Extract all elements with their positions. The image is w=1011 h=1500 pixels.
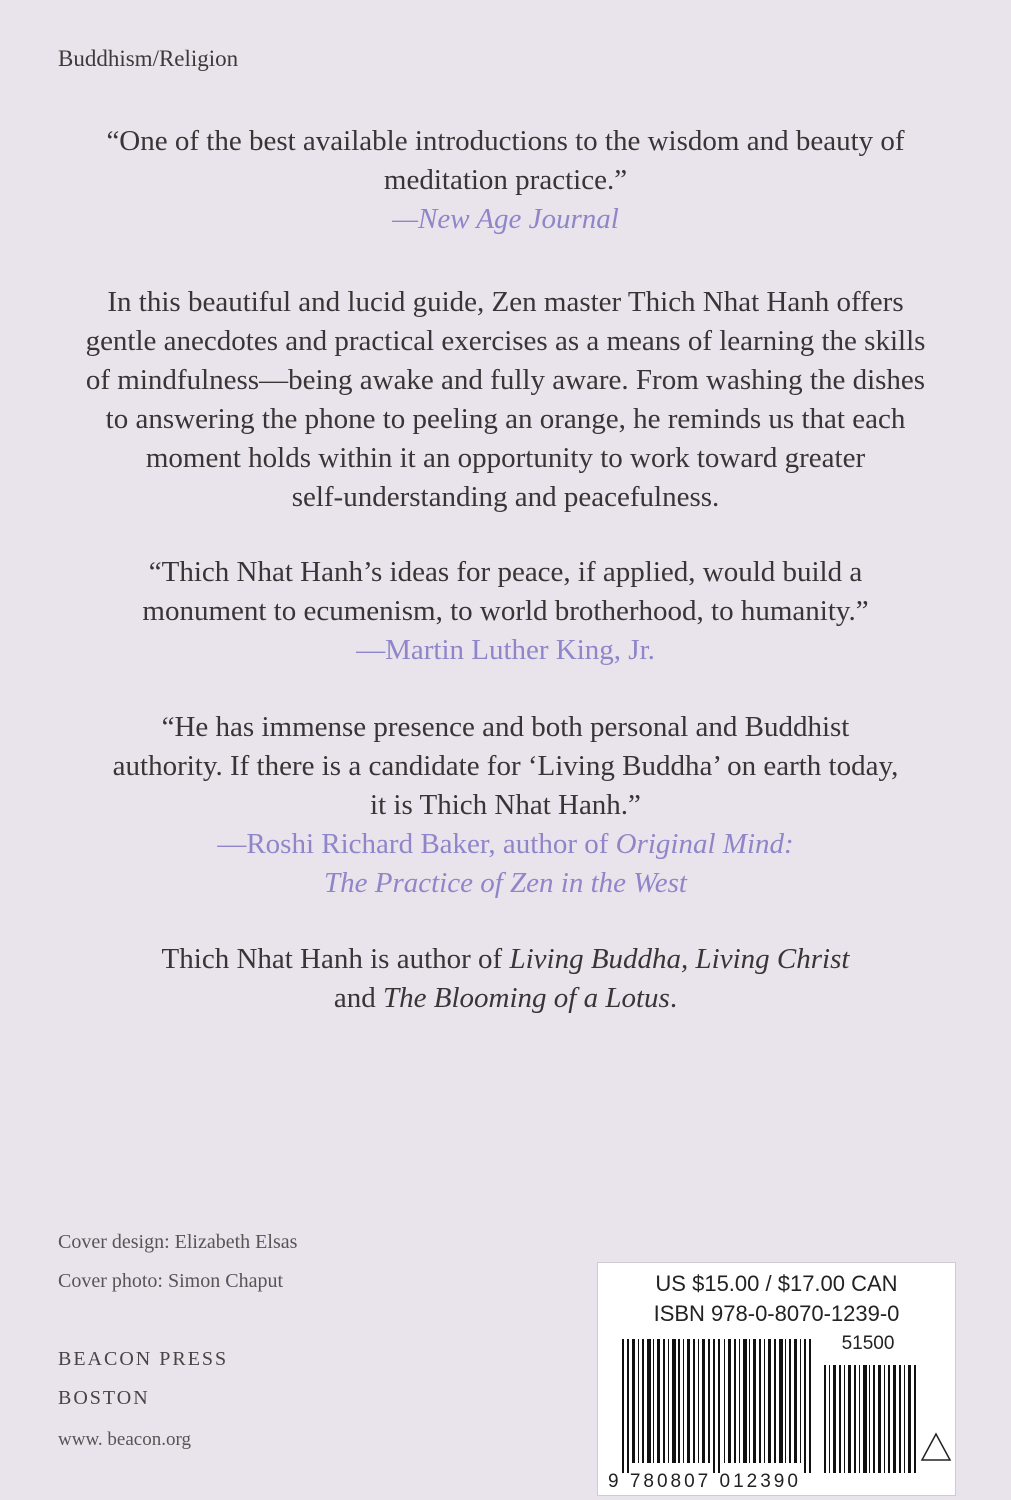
attribution-book-subtitle: The Practice of Zen in the West xyxy=(324,867,687,899)
publisher-city: BOSTON xyxy=(58,1387,150,1409)
barcode-bars xyxy=(618,1339,918,1477)
description-line: self-understanding and peacefulness. xyxy=(291,481,720,513)
quote-line: meditation practice.” xyxy=(383,164,628,196)
quote-mlk xyxy=(0,553,1011,670)
attribution-prefix: —Roshi Richard Baker, author of xyxy=(217,828,616,860)
publisher-name: BEACON PRESS xyxy=(58,1348,229,1370)
attribution-book-title: Original Mind: xyxy=(615,828,794,860)
publisher-url: www. beacon.org xyxy=(58,1429,191,1450)
quote-line: “One of the best available introductions to the wisdom and beauty of xyxy=(106,125,905,157)
author-note-line xyxy=(0,979,1011,1018)
quote-line: “He has immense presence and both personal and Buddhist xyxy=(161,711,850,743)
isbn-label: ISBN 978-0-8070-1239-0 xyxy=(653,1301,900,1326)
category-label: Buddhism/Religion xyxy=(58,46,239,71)
quote-attribution xyxy=(0,825,1011,864)
author-note xyxy=(0,940,1011,1018)
author-note-suffix: . xyxy=(669,982,678,1014)
quote-roshi-baker xyxy=(0,708,1011,903)
author-note-prefix: Thich Nhat Hanh is author of xyxy=(161,943,510,975)
quote-new-age-journal xyxy=(0,122,1011,239)
barcode-digits: 9 780807 012390 xyxy=(608,1471,801,1492)
book-description xyxy=(0,283,1011,517)
barcode-sticker xyxy=(597,1262,956,1496)
quote-line: monument to ecumenism, to world brotherhood, to humanity.” xyxy=(142,595,869,627)
author-book-title: Living Buddha, Living Christ xyxy=(509,943,850,975)
cover-photo-credit: Cover photo: Simon Chaput xyxy=(58,1270,283,1292)
quote-line: authority. If there is a candidate for ‘Living Buddha’ on earth today, xyxy=(112,750,899,782)
price-label: US $15.00 / $17.00 CAN xyxy=(655,1271,898,1296)
description-line: moment holds within it an opportunity to work toward greater xyxy=(145,442,866,474)
quote-attribution: —New Age Journal xyxy=(392,203,619,235)
price-addon-code: 51500 xyxy=(841,1333,895,1354)
quote-line: it is Thich Nhat Hanh.” xyxy=(370,789,641,821)
quote-attribution: —Martin Luther King, Jr. xyxy=(356,634,655,666)
triangle-icon xyxy=(920,1431,952,1463)
description-line: to answering the phone to peeling an orange, he reminds us that each xyxy=(105,403,906,435)
author-book-title: The Blooming of a Lotus xyxy=(383,982,670,1014)
author-note-mid: and xyxy=(333,982,384,1014)
quote-line: “Thich Nhat Hanh’s ideas for peace, if applied, would build a xyxy=(148,556,863,588)
description-line: of mindfulness—being awake and fully aware. From washing the dishes xyxy=(85,364,926,396)
author-note-line xyxy=(0,940,1011,979)
cover-design-credit: Cover design: Elizabeth Elsas xyxy=(58,1231,298,1253)
description-line: In this beautiful and lucid guide, Zen master Thich Nhat Hanh offers xyxy=(107,286,904,318)
description-line: gentle anecdotes and practical exercises as a means of learning the skills xyxy=(85,325,926,357)
